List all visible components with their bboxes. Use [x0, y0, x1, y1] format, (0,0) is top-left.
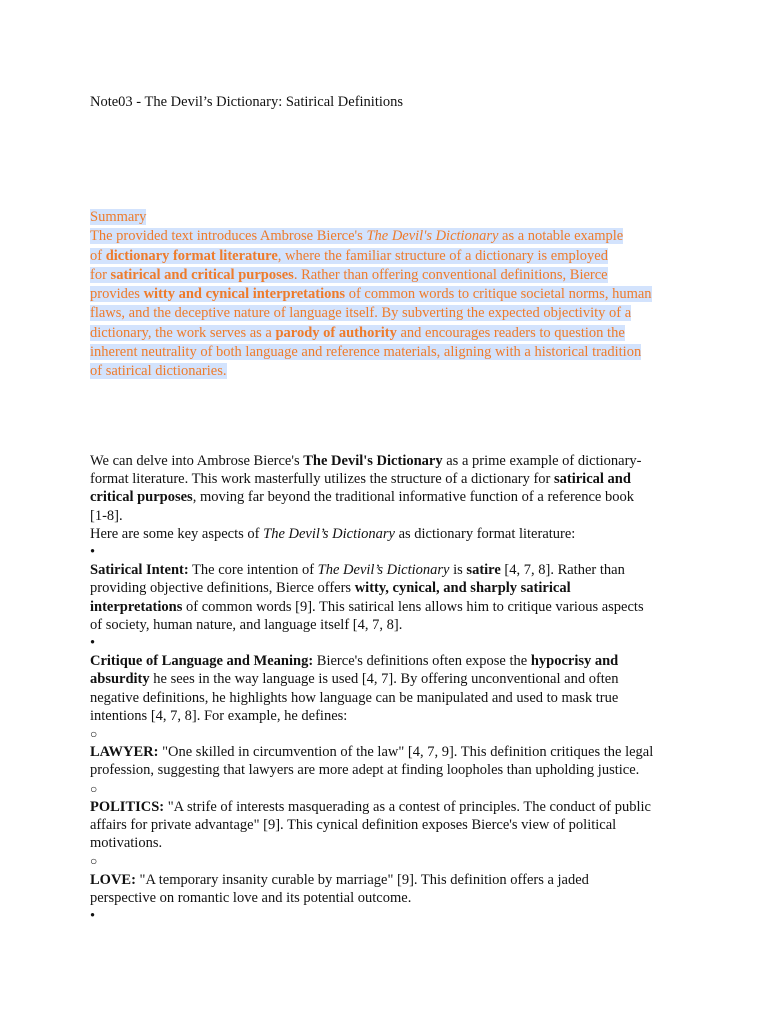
- definition-line: POLITICS: "A strife of interests masquerading as a contest of principles. The conduct of public: [90, 798, 651, 815]
- bullet-disc-icon: [90, 634, 680, 652]
- summary-line: [90, 304, 676, 323]
- summary-line: [90, 285, 676, 304]
- definition-term: POLITICS:: [90, 798, 165, 815]
- summary-line: [90, 227, 676, 246]
- bullet-circle-icon: [90, 780, 680, 798]
- body-emphasis: hypocrisy and: [530, 653, 619, 670]
- summary-emphasis: parody of authority: [275, 324, 397, 341]
- definition-line: motivations.: [90, 835, 163, 852]
- summary-text: for: [90, 266, 111, 283]
- summary-heading-line: [90, 208, 676, 227]
- summary-emphasis: witty and cynical interpretations: [143, 286, 346, 303]
- document-title: Note03 - The Devil’s Dictionary: Satirical Definitions: [90, 94, 404, 110]
- summary-text: as a notable example: [498, 228, 624, 245]
- summary-text: inherent neutrality of both language and reference materials, aligning with a historical tradition: [90, 344, 642, 361]
- definition-line: LAWYER: "One skilled in circumvention of the law" [4, 7, 9]. This definition critiques the legal: [90, 744, 654, 761]
- body-line: We can delve into Ambrose Bierce's The Devil's Dictionary as a prime example of dictionary-: [90, 453, 642, 469]
- summary-text: dictionary, the work serves as a: [90, 324, 276, 341]
- book-title-bold: The Devil's Dictionary: [303, 453, 443, 469]
- body-line: providing objective definitions, Bierce offers witty, cynical, and sharply satirical: [90, 580, 571, 597]
- body-line: [1-8].: [90, 507, 123, 524]
- aspect-heading: Satirical Intent:: [90, 562, 189, 579]
- definition-term: LAWYER:: [90, 744, 159, 761]
- summary-heading: Summary: [90, 209, 147, 225]
- document-body: [90, 452, 680, 925]
- aspect-heading: Critique of Language and Meaning:: [90, 653, 314, 670]
- summary-line: [90, 343, 676, 362]
- definition-line: profession, suggesting that lawyers are more adept at finding loopholes than upholding justice.: [90, 762, 640, 779]
- definition-term: LOVE:: [90, 871, 136, 888]
- body-line: of society, human nature, and language itself [4, 7, 8].: [90, 616, 403, 633]
- summary-line: [90, 247, 676, 266]
- bullet-disc-icon: [90, 543, 680, 561]
- body-line: Critique of Language and Meaning: Bierce's definitions often expose the hypocrisy and: [90, 653, 619, 670]
- body-line: intentions [4, 7, 8]. For example, he defines:: [90, 707, 348, 724]
- summary-emphasis: satirical and critical purposes: [110, 266, 294, 283]
- body-line: interpretations of common words [9]. This satirical lens allows him to critique various aspects: [90, 598, 644, 615]
- body-line: absurdity he sees in the way language is used [4, 7]. By offering unconventional and often: [90, 671, 619, 688]
- body-emphasis: absurdity: [90, 671, 150, 688]
- summary-line: [90, 362, 676, 381]
- bullet-disc-icon: [90, 907, 680, 925]
- definition-line: perspective on romantic love and its potential outcome.: [90, 889, 412, 906]
- summary-text: and encourages readers to question the: [396, 324, 625, 341]
- summary-line: [90, 324, 676, 343]
- body-line: format literature. This work masterfully utilizes the structure of a dictionary for satirical and: [90, 471, 631, 488]
- bullet-circle-icon: [90, 725, 680, 743]
- body-line: Satirical Intent: The core intention of The Devil’s Dictionary is satire [4, 7, 8]. Rather than: [90, 562, 625, 579]
- summary-text: of: [90, 247, 106, 264]
- definition-line: affairs for private advantage" [9]. This cynical definition exposes Bierce's view of political: [90, 817, 617, 833]
- book-title-italic: The Devil’s Dictionary: [317, 562, 450, 579]
- body-emphasis: satirical and: [554, 471, 631, 488]
- summary-emphasis: dictionary format literature: [105, 247, 278, 264]
- book-title-italic: The Devil’s Dictionary: [263, 525, 395, 542]
- bullet-circle-icon: [90, 852, 680, 870]
- summary-text: The provided text introduces Ambrose Bierce's: [90, 228, 367, 245]
- summary-section: [90, 208, 676, 382]
- summary-text: of satirical dictionaries.: [90, 363, 227, 380]
- body-emphasis: witty, cynical, and sharply satirical: [354, 580, 571, 597]
- body-emphasis: satire: [466, 562, 501, 579]
- body-emphasis: critical purposes: [90, 489, 193, 506]
- summary-text: of common words to critique societal norms, human: [345, 286, 652, 303]
- summary-text: flaws, and the deceptive nature of language itself. By subverting the expected objectivity of a: [90, 305, 632, 322]
- body-emphasis: interpretations: [90, 598, 183, 615]
- definition-line: LOVE: "A temporary insanity curable by marriage" [9]. This definition offers a jaded: [90, 871, 589, 888]
- summary-text: . Rather than offering conventional definitions, Bierce: [293, 266, 608, 283]
- body-line: Here are some key aspects of The Devil’s Dictionary as dictionary format literature:: [90, 525, 576, 542]
- summary-text: provides: [90, 286, 144, 303]
- body-line: critical purposes, moving far beyond the traditional informative function of a reference book: [90, 489, 634, 506]
- summary-line: [90, 266, 676, 285]
- body-line: negative definitions, he highlights how language can be manipulated and used to mask true: [90, 689, 619, 706]
- summary-text: , where the familiar structure of a dictionary is employed: [277, 247, 608, 264]
- summary-book-title: The Devil's Dictionary: [366, 228, 499, 245]
